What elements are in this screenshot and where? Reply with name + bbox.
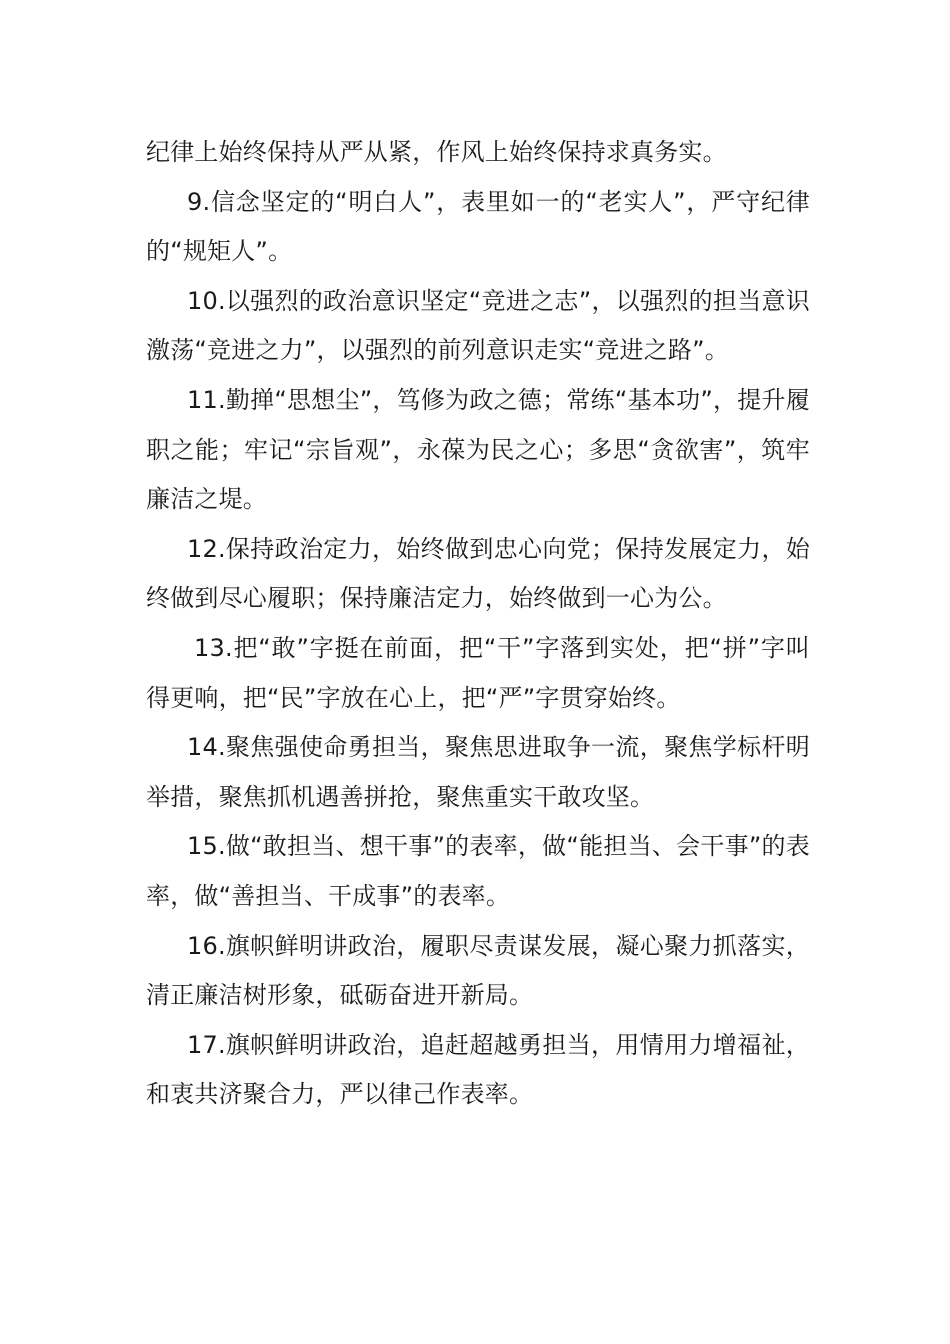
paragraph-item-13: 13.把“敢”字挺在前面，把“干”字落到实处，把“拼”字叫得更响，把“民”字放在心上，把“严”字贯穿始终。	[146, 633, 810, 712]
paragraph-item-15: 15.做“敢担当、想干事”的表率，做“能担当、会干事”的表率，做“善担当、干成事”的表率。	[146, 832, 810, 910]
paragraph-item-10: 10.以强烈的政治意识坚定“竞进之志”，以强烈的担当意识激荡“竞进之力”，以强烈的前列意识走实“竞进之路”。	[146, 286, 810, 365]
paragraph-item-17: 17.旗帜鲜明讲政治，追赶超越勇担当，用情用力增福祉，和衷共济聚合力，严以律己作表率。	[146, 1030, 810, 1109]
paragraph-item-16: 16.旗帜鲜明讲政治，履职尽责谋发展，凝心聚力抓落实，清正廉洁树形象，砥砺奋进开新局。	[146, 931, 810, 1010]
paragraph-continuation: 纪律上始终保持从严从紧，作风上始终保持求真务实。	[146, 138, 727, 166]
paragraph-item-12: 12.保持政治定力，始终做到忠心向党；保持发展定力，始终做到尽心履职；保持廉洁定力，始终做到一心为公。	[146, 534, 810, 613]
document-body	[146, 128, 810, 1120]
paragraph-item-11: 11.勤掸“思想尘”，笃修为政之德；常练“基本功”，提升履职之能；牢记“宗旨观”，永葆为民之心；多思“贪欲害”，筑牢廉洁之堤。	[146, 385, 810, 514]
paragraph-item-14: 14.聚焦强使命勇担当，聚焦思进取争一流，聚焦学标杆明举措，聚焦抓机遇善拼抢，聚焦重实干敢攻坚。	[146, 733, 810, 811]
paragraph-item-9: 9.信念坚定的“明白人”，表里如一的“老实人”，严守纪律的“规矩人”。	[146, 187, 810, 266]
